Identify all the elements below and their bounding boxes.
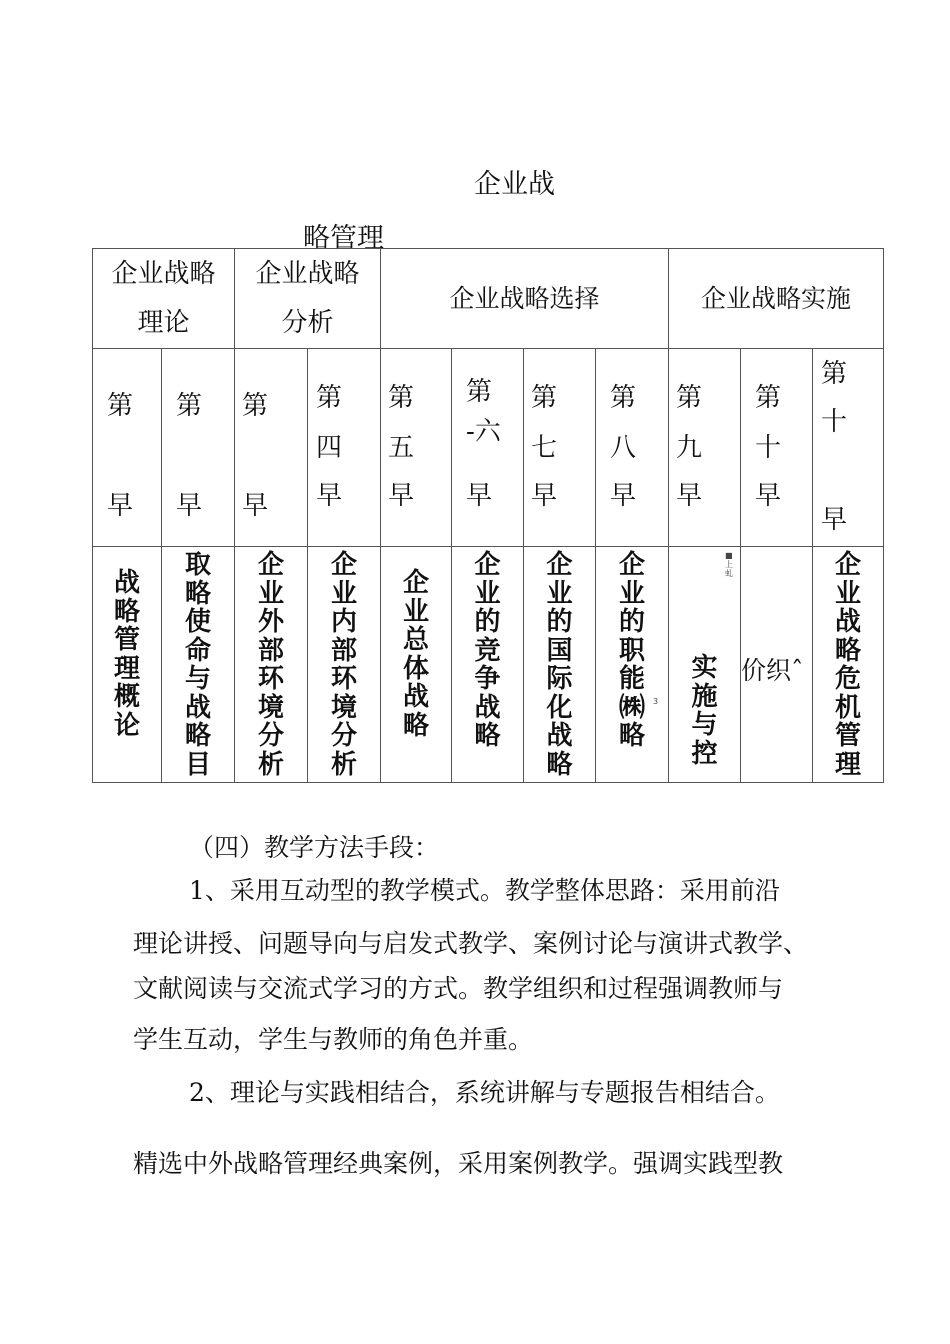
chapter-cell-10: 第 十 早 — [741, 349, 813, 547]
topic-cell-8: 企业的职能㈱略 3 — [596, 547, 669, 783]
group-implementation: 企业战略实施 — [669, 249, 884, 349]
topic-cell-2: 取略使命与战略目 — [162, 547, 235, 783]
topic-cell-9: ■ 上 虬 实施与控 — [669, 547, 741, 783]
chapter-cell-5: 第 五 早 — [381, 349, 452, 547]
chapter-cell-11: 第 十 早 — [813, 349, 884, 547]
topic-cell-1: 战略管理概论 — [93, 547, 162, 783]
topic-cell-10: 价织ˆ — [741, 547, 813, 783]
chapter-cell-2: 第 早 — [162, 349, 235, 547]
topic-cell-6: 企业的竞争战略 — [452, 547, 524, 783]
group-analysis: 企业战略 分析 — [235, 249, 381, 349]
para1-line2: 理论讲授、问题导向与启发式教学、案例讨论与演讲式教学、 — [133, 929, 809, 958]
chapter-cell-1: 第 早 — [93, 349, 162, 547]
chapter-cell-6: 第 -六 早 — [452, 349, 524, 547]
topic-cell-5: 企业总体战略 — [381, 547, 452, 783]
topic-cell-7: 企业的国际化战略 — [524, 547, 596, 783]
course-outline-table — [92, 248, 884, 783]
chapter-row — [93, 349, 884, 547]
title-line-1: 企业战 — [474, 169, 555, 200]
topic-cell-11: 企业战略危机管理 — [813, 547, 884, 783]
group-selection: 企业战略选择 — [381, 249, 669, 349]
para1-line1: 1、采用互动型的教学模式。教学整体思路：采用前沿 — [189, 876, 780, 905]
para3: 精选中外战略管理经典案例，采用案例教学。强调实践型教 — [133, 1149, 784, 1178]
chapter-cell-7: 第 七 早 — [524, 349, 596, 547]
chapter-cell-4: 第 四 早 — [308, 349, 381, 547]
para1-line3: 文献阅读与交流式学习的方式。教学组织和过程强调教师与 — [133, 974, 784, 1003]
section-heading: （四）教学方法手段： — [189, 833, 440, 862]
group-theory: 企业战略 理论 — [93, 249, 235, 349]
topic-row — [93, 547, 884, 783]
chapter-cell-8: 第 八 早 — [596, 349, 669, 547]
chapter-cell-3: 第 早 — [235, 349, 308, 547]
title-line-2: 略管理 — [303, 223, 384, 254]
para1-line4: 学生互动，学生与教师的角色并重。 — [133, 1025, 534, 1054]
chapter-cell-9: 第 九 早 — [669, 349, 741, 547]
para2: 2、理论与实践相结合，系统讲解与专题报告相结合。 — [189, 1078, 780, 1107]
group-header-row — [93, 249, 884, 349]
topic-cell-4: 企业内部环境分析 — [308, 547, 381, 783]
topic-cell-3: 企业外部环境分析 — [235, 547, 308, 783]
